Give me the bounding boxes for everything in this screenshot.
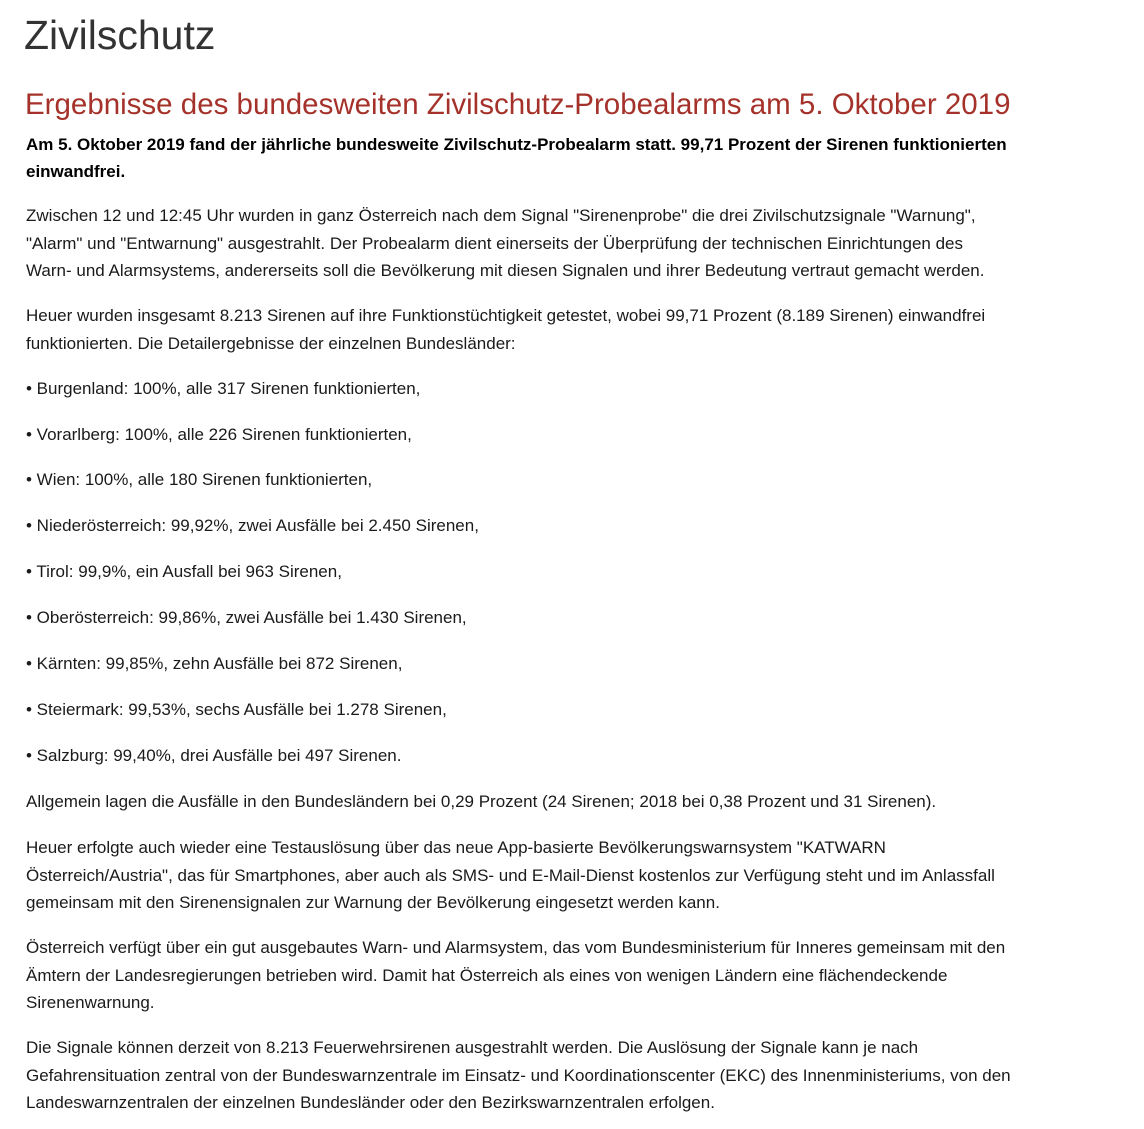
paragraph-katwarn xyxy=(26,834,995,917)
paragraph-line: Österreich verfügt über ein gut ausgebautes Warn- und Alarmsystem, das vom Bundesministerium für Inneres gemeinsam mit den xyxy=(26,938,1006,957)
paragraph-line: funktionierten. Die Detailergebnisse der einzelnen Bundesländer: xyxy=(26,333,516,353)
lead-line: Am 5. Oktober 2019 fand der jährliche bundesweite Zivilschutz-Probealarm statt. 99,71 Prozent der Sirenen funktionierten xyxy=(26,135,1007,154)
article-title: Ergebnisse des bundesweiten Zivilschutz-Probealarms am 5. Oktober 2019 xyxy=(25,88,1011,121)
result-item-steiermark: • Steiermark: 99,53%, sechs Ausfälle bei 1.278 Sirenen, xyxy=(26,700,447,719)
lead-line: einwandfrei. xyxy=(26,162,126,181)
paragraph-line: Ämtern der Landesregierungen betrieben wird. Damit hat Österreich als eines von wenigen Ländern eine flächendeckende xyxy=(26,965,948,985)
paragraph-line: Sirenenwarnung. xyxy=(26,993,155,1012)
paragraph-warning-system xyxy=(26,934,1005,1017)
paragraph-line: Warn- und Alarmsystems, andererseits soll die Bevölkerung mit diesen Signalen und ihrer Bedeutung vertraut gemacht werden. xyxy=(26,261,985,280)
paragraph-line: "Alarm" und "Entwarnung" ausgestrahlt. Der Probealarm dient einerseits der Überprüfung der technischen Einrichtungen des xyxy=(26,233,963,253)
paragraph-signal-triggering xyxy=(26,1034,1011,1117)
result-item-kaernten: • Kärnten: 99,85%, zehn Ausfälle bei 872 Sirenen, xyxy=(26,654,403,673)
paragraph-line: Zwischen 12 und 12:45 Uhr wurden in ganz Österreich nach dem Signal "Sirenenprobe" die drei Zivilschutzsignale "Warnung", xyxy=(26,206,976,225)
paragraph-line: Gefahrensituation zentral von der Bundeswarnzentrale im Einsatz- und Koordinationscenter (EKC) des Innenministeriums, von den xyxy=(26,1065,1011,1085)
paragraph-overall-failures xyxy=(26,788,936,816)
paragraph-test-summary xyxy=(26,302,985,357)
paragraph-line: Österreich/Austria", das für Smartphones, aber auch als SMS- und E-Mail-Dienst kostenlos zur Verfügung steht und im Anlassfall xyxy=(26,865,995,885)
result-item-wien: • Wien: 100%, alle 180 Sirenen funktionierten, xyxy=(26,470,373,489)
result-item-vorarlberg: • Vorarlberg: 100%, alle 226 Sirenen funktionierten, xyxy=(26,425,412,444)
paragraph-line: Die Signale können derzeit von 8.213 Feuerwehrsirenen ausgestrahlt werden. Die Auslösung der Signale kann je nach xyxy=(26,1038,919,1057)
result-item-salzburg: • Salzburg: 99,40%, drei Ausfälle bei 497 Sirenen. xyxy=(26,746,402,765)
result-item-tirol: • Tirol: 99,9%, ein Ausfall bei 963 Sirenen, xyxy=(26,562,342,581)
page-title: Zivilschutz xyxy=(24,12,216,58)
article-lead xyxy=(26,131,1007,185)
paragraph-signals xyxy=(26,202,984,285)
paragraph-line: Heuer wurden insgesamt 8.213 Sirenen auf ihre Funktionstüchtigkeit getestet, wobei 99,71 Prozent (8.189 Sirenen) einwandfrei xyxy=(26,306,986,325)
paragraph-line: Landeswarnzentralen der einzelnen Bundesländer oder den Bezirkswarnzentralen erfolgen. xyxy=(26,1093,715,1112)
paragraph-line: Heuer erfolgte auch wieder eine Testauslösung über das neue App-basierte Bevölkerungswarnsystem "KATWARN xyxy=(26,838,886,857)
result-item-niederoesterreich: • Niederösterreich: 99,92%, zwei Ausfälle bei 2.450 Sirenen, xyxy=(26,516,479,535)
result-item-oberoesterreich: • Oberösterreich: 99,86%, zwei Ausfälle bei 1.430 Sirenen, xyxy=(26,608,467,627)
paragraph-line: gemeinsam mit den Sirenensignalen zur Warnung der Bevölkerung eingesetzt werden kann. xyxy=(26,893,720,912)
paragraph-line: Allgemein lagen die Ausfälle in den Bundesländern bei 0,29 Prozent (24 Sirenen; 2018 bei 0,38 Prozent und 31 Sirenen). xyxy=(26,792,937,811)
result-item-burgenland: • Burgenland: 100%, alle 317 Sirenen funktionierten, xyxy=(26,379,421,398)
